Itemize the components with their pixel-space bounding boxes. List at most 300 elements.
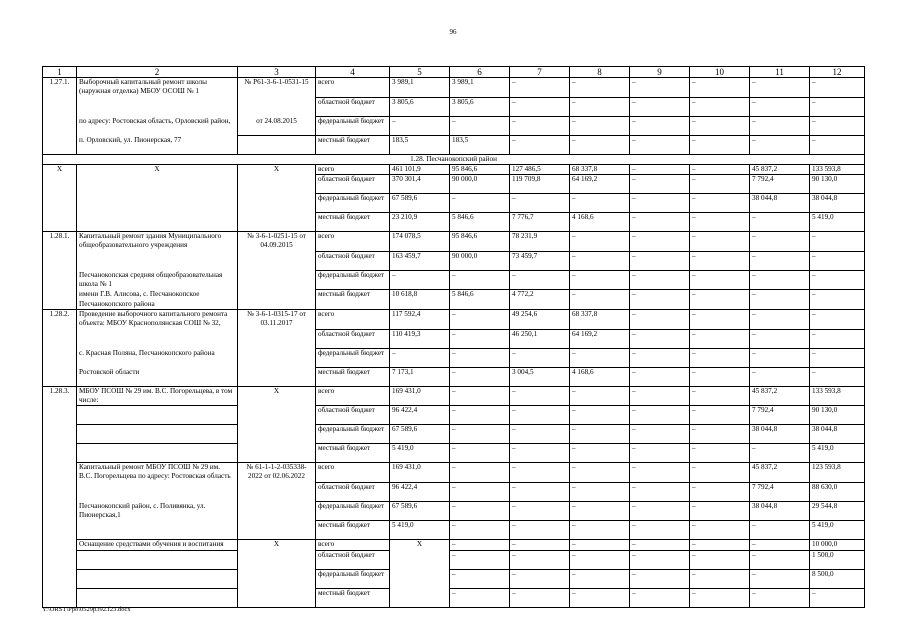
cell-col-12: 29 544,8 — [810, 501, 865, 521]
cell-col-11: – — [750, 232, 810, 252]
cell-col-6: 95 846,6 — [450, 232, 510, 252]
cell-col-1: Х — [43, 164, 77, 231]
cell-col-12: – — [810, 116, 865, 135]
cell-col-12: – — [810, 78, 865, 98]
cell-col-9: – — [630, 550, 690, 569]
cell-col-12: – — [810, 135, 865, 154]
cell-col-2: по адресу: Ростовская область, Орловский район, — [77, 116, 238, 135]
cell-col-11: – — [750, 78, 810, 98]
cell-col-7: 119 709,8 — [510, 175, 570, 194]
header-cell: 8 — [570, 67, 630, 78]
cell-col-8: – — [570, 540, 630, 550]
cell-col-11: – — [750, 213, 810, 232]
cell-col-12: 133 593,8 — [810, 164, 865, 174]
cell-col-12: 5 419,0 — [810, 521, 865, 540]
cell-col-10: – — [690, 97, 750, 116]
cell-col-10: – — [690, 501, 750, 521]
cell-col-12: – — [810, 251, 865, 270]
cell-col-5: 7 173,1 — [390, 367, 450, 386]
cell-col-5: 3 989,1 — [390, 78, 450, 98]
cell-col-8: – — [570, 588, 630, 607]
cell-col-5: 3 805,6 — [390, 97, 450, 116]
cell-col-7: – — [510, 386, 570, 406]
header-cell: 6 — [450, 67, 510, 78]
cell-col-6: – — [450, 194, 510, 213]
table-row — [43, 251, 865, 270]
cell-col-12: 38 044,8 — [810, 425, 865, 444]
cell-col-9: – — [630, 164, 690, 174]
cell-col-4: областной бюджет — [316, 251, 390, 270]
cell-col-11: – — [750, 444, 810, 463]
cell-col-7: – — [510, 97, 570, 116]
cell-col-10: – — [690, 194, 750, 213]
cell-col-5: 163 459,7 — [390, 251, 450, 270]
cell-col-3: № 3-6-1-0251-15 от 04.09.2015 — [238, 232, 316, 310]
cell-col-8: – — [570, 406, 630, 425]
cell-col-9: – — [630, 444, 690, 463]
cell-col-2: п. Орловский, ул. Пионерская, 77 — [77, 135, 238, 154]
cell-col-4: областной бюджет — [316, 406, 390, 425]
cell-col-4: местный бюджет — [316, 521, 390, 540]
cell-col-10: – — [690, 406, 750, 425]
cell-col-5: Х — [390, 540, 450, 607]
header-cell: 12 — [810, 67, 865, 78]
cell-col-8: – — [570, 232, 630, 252]
cell-col-6: 90 000,0 — [450, 251, 510, 270]
cell-col-9: – — [630, 116, 690, 135]
cell-col-2 — [77, 97, 238, 116]
cell-col-10: – — [690, 232, 750, 252]
cell-col-10: – — [690, 251, 750, 270]
cell-col-2 — [77, 569, 238, 588]
cell-col-6: – — [450, 521, 510, 540]
cell-col-9: – — [630, 251, 690, 270]
table-row — [43, 444, 865, 463]
cell-col-9: – — [630, 270, 690, 290]
cell-col-9: – — [630, 97, 690, 116]
cell-col-6: – — [450, 425, 510, 444]
section-row — [43, 154, 865, 164]
cell-col-6: 95 846,6 — [450, 164, 510, 174]
cell-col-7: – — [510, 348, 570, 367]
header-cell: 4 — [316, 67, 390, 78]
cell-col-5: 67 589,6 — [390, 501, 450, 521]
cell-col-8: – — [570, 251, 630, 270]
cell-col-3: № 3-6-1-0315-17 от 03.11.2017 — [238, 309, 316, 386]
cell-col-5: 169 431,0 — [390, 386, 450, 406]
table-row — [43, 164, 865, 174]
cell-col-11: 7 792,4 — [750, 482, 810, 501]
cell-col-7: – — [510, 588, 570, 607]
cell-col-10: – — [690, 588, 750, 607]
cell-col-2 — [77, 251, 238, 270]
cell-col-4: местный бюджет — [316, 213, 390, 232]
cell-col-2: Оснащение средствами обучения и воспитания — [77, 540, 238, 550]
cell-col-6: 90 000,0 — [450, 175, 510, 194]
cell-col-7: 3 004,5 — [510, 367, 570, 386]
cell-col-8: 4 168,6 — [570, 213, 630, 232]
table-row — [43, 588, 865, 607]
cell-col-12: 88 630,0 — [810, 482, 865, 501]
cell-col-7: – — [510, 135, 570, 154]
cell-col-10: – — [690, 135, 750, 154]
cell-col-9: – — [630, 329, 690, 348]
cell-col-12: – — [810, 329, 865, 348]
cell-col-9: – — [630, 540, 690, 550]
cell-col-6: 5 846,6 — [450, 213, 510, 232]
header-cell: 10 — [690, 67, 750, 78]
cell-col-5: 174 078,5 — [390, 232, 450, 252]
cell-col-7: – — [510, 501, 570, 521]
cell-col-8: – — [570, 290, 630, 310]
cell-col-4: местный бюджет — [316, 135, 390, 154]
cell-col-1: 1.28.1. — [43, 232, 77, 310]
cell-col-12: 90 130,0 — [810, 406, 865, 425]
cell-col-2: Капитальный ремонт МБОУ ПСОШ № 29 им. В.С. Погорельцева по адресу: Ростовская область — [77, 463, 238, 483]
cell-col-11: – — [750, 348, 810, 367]
cell-col-9: – — [630, 501, 690, 521]
cell-col-10: – — [690, 329, 750, 348]
cell-col-5: 110 419,3 — [390, 329, 450, 348]
cell-col-7: – — [510, 406, 570, 425]
table-row — [43, 290, 865, 310]
cell-col-11: – — [750, 309, 810, 329]
cell-col-10: – — [690, 116, 750, 135]
cell-col-4: областной бюджет — [316, 97, 390, 116]
cell-col-9: – — [630, 406, 690, 425]
cell-col-11: – — [750, 569, 810, 588]
cell-col-11: 38 044,8 — [750, 194, 810, 213]
cell-col-4: областной бюджет — [316, 550, 390, 569]
cell-col-10: – — [690, 386, 750, 406]
cell-col-8: – — [570, 569, 630, 588]
cell-col-6: – — [450, 501, 510, 521]
cell-col-11: – — [750, 270, 810, 290]
table-row — [43, 540, 865, 550]
header-cell: 9 — [630, 67, 690, 78]
cell-col-10: – — [690, 78, 750, 98]
cell-col-11: – — [750, 135, 810, 154]
cell-col-5: 461 101,9 — [390, 164, 450, 174]
cell-col-11: – — [750, 251, 810, 270]
cell-col-2 — [77, 406, 238, 425]
cell-col-8: – — [570, 78, 630, 98]
cell-col-5: 183,5 — [390, 135, 450, 154]
cell-col-8: 68 337,8 — [570, 164, 630, 174]
cell-col-6: – — [450, 329, 510, 348]
cell-col-5: 10 618,8 — [390, 290, 450, 310]
cell-col-4: всего — [316, 463, 390, 483]
cell-col-4: местный бюджет — [316, 444, 390, 463]
cell-col-9: – — [630, 482, 690, 501]
cell-col-5: 117 592,4 — [390, 309, 450, 329]
table-row — [43, 463, 865, 483]
cell-col-10: – — [690, 569, 750, 588]
cell-col-5: 370 301,4 — [390, 175, 450, 194]
table-body — [43, 67, 865, 608]
cell-col-4: областной бюджет — [316, 175, 390, 194]
cell-col-9: – — [630, 348, 690, 367]
cell-col-6: – — [450, 406, 510, 425]
cell-col-11: 38 044,8 — [750, 501, 810, 521]
cell-col-7: – — [510, 194, 570, 213]
table-row — [43, 309, 865, 329]
cell-col-10: – — [690, 550, 750, 569]
cell-col-7: – — [510, 116, 570, 135]
cell-col-6: – — [450, 348, 510, 367]
cell-col-5: – — [390, 348, 450, 367]
cell-col-4: местный бюджет — [316, 290, 390, 310]
cell-col-6: – — [450, 367, 510, 386]
cell-col-8: – — [570, 386, 630, 406]
cell-col-12: 123 593,8 — [810, 463, 865, 483]
cell-col-10: – — [690, 164, 750, 174]
cell-col-3: Х — [238, 386, 316, 463]
header-cell: 3 — [238, 67, 316, 78]
cell-col-11: 45 837,2 — [750, 463, 810, 483]
cell-col-2: Проведение выборочного капитального ремонта объекта: МБОУ Краснополянская СОШ № 32, — [77, 309, 238, 329]
cell-col-12: 90 130,0 — [810, 175, 865, 194]
cell-col-3: № 61-1-1-2-035338-2022 от 02.06.2022 — [238, 463, 316, 540]
cell-col-10: – — [690, 482, 750, 501]
cell-col-8: – — [570, 97, 630, 116]
cell-col-6: – — [450, 463, 510, 483]
cell-col-4: всего — [316, 164, 390, 174]
cell-col-7: 4 772,2 — [510, 290, 570, 310]
cell-col-7: – — [510, 569, 570, 588]
cell-col-9: – — [630, 232, 690, 252]
table-row — [43, 367, 865, 386]
cell-col-4: местный бюджет — [316, 367, 390, 386]
table-row — [43, 501, 865, 521]
cell-col-10: – — [690, 425, 750, 444]
cell-col-11: – — [750, 550, 810, 569]
cell-col-2: Песчанокопский район, с. Поливянка, ул. Пионерская,1 — [77, 501, 238, 521]
cell-col-12: 10 000,0 — [810, 540, 865, 550]
cell-col-6: – — [450, 386, 510, 406]
cell-col-9: – — [630, 135, 690, 154]
cell-col-9: – — [630, 309, 690, 329]
cell-col-3: Х — [238, 164, 316, 231]
table-row — [43, 270, 865, 290]
cell-col-7: – — [510, 270, 570, 290]
cell-col-7: – — [510, 482, 570, 501]
cell-col-7: 46 250,1 — [510, 329, 570, 348]
header-cell: 11 — [750, 67, 810, 78]
cell-col-12: 1 500,0 — [810, 550, 865, 569]
cell-col-8: – — [570, 550, 630, 569]
table-row — [43, 78, 865, 98]
cell-col-11: – — [750, 588, 810, 607]
cell-col-4: всего — [316, 309, 390, 329]
table-row — [43, 569, 865, 588]
cell-col-4: федеральный бюджет — [316, 116, 390, 135]
cell-col-3: № Р61-3-6-1-0531-15 — [238, 78, 316, 98]
cell-col-9: – — [630, 175, 690, 194]
cell-col-12: – — [810, 367, 865, 386]
cell-col-5: – — [390, 116, 450, 135]
cell-col-4: федеральный бюджет — [316, 348, 390, 367]
cell-col-8: – — [570, 194, 630, 213]
cell-col-5: 96 422,4 — [390, 406, 450, 425]
cell-col-5: 67 589,6 — [390, 425, 450, 444]
cell-col-11: – — [750, 521, 810, 540]
cell-col-2 — [77, 329, 238, 348]
cell-col-11: – — [750, 290, 810, 310]
cell-col-7: – — [510, 463, 570, 483]
cell-col-12: – — [810, 97, 865, 116]
cell-col-7: 49 254,6 — [510, 309, 570, 329]
cell-col-10: – — [690, 290, 750, 310]
cell-col-12: 133 593,8 — [810, 386, 865, 406]
table-row — [43, 135, 865, 154]
cell-col-11: 38 044,8 — [750, 425, 810, 444]
cell-col-12: – — [810, 232, 865, 252]
cell-col-8: 4 168,6 — [570, 367, 630, 386]
cell-col-9: – — [630, 194, 690, 213]
cell-col-3: от 24.08.2015 — [238, 116, 316, 135]
cell-col-4: областной бюджет — [316, 329, 390, 348]
cell-col-9: – — [630, 521, 690, 540]
cell-col-1: 1.28.2. — [43, 309, 77, 386]
cell-col-8: 64 169,2 — [570, 329, 630, 348]
cell-col-2 — [77, 425, 238, 444]
budget-table — [42, 66, 865, 608]
cell-col-5: 5 419,0 — [390, 521, 450, 540]
cell-col-12: – — [810, 309, 865, 329]
cell-col-7: 127 486,5 — [510, 164, 570, 174]
cell-col-10: – — [690, 309, 750, 329]
cell-col-4: федеральный бюджет — [316, 425, 390, 444]
cell-col-11: 7 792,4 — [750, 175, 810, 194]
cell-col-2: с. Красная Поляна, Песчанокопского района — [77, 348, 238, 367]
cell-col-9: – — [630, 78, 690, 98]
cell-col-6: 3 989,1 — [450, 78, 510, 98]
cell-col-5: 5 419,0 — [390, 444, 450, 463]
cell-col-2: Ростовской области — [77, 367, 238, 386]
cell-col-10: – — [690, 175, 750, 194]
cell-col-10: – — [690, 444, 750, 463]
cell-col-5: 23 210,9 — [390, 213, 450, 232]
cell-col-2: Песчанокопская средняя общеобразовательная школа № 1 — [77, 270, 238, 290]
cell-col-2: Капитальный ремонт здания Муниципального общеобразовательного учреждения — [77, 232, 238, 252]
cell-col-10: – — [690, 270, 750, 290]
cell-col-5: – — [390, 270, 450, 290]
cell-col-12: 5 419,0 — [810, 213, 865, 232]
cell-col-8: – — [570, 444, 630, 463]
cell-col-7: – — [510, 540, 570, 550]
cell-col-10: – — [690, 521, 750, 540]
cell-col-6: – — [450, 270, 510, 290]
cell-col-2 — [77, 482, 238, 501]
table-row — [43, 232, 865, 252]
cell-col-11: – — [750, 329, 810, 348]
cell-col-5: 96 422,4 — [390, 482, 450, 501]
cell-col-4: федеральный бюджет — [316, 270, 390, 290]
cell-col-6: 3 805,6 — [450, 97, 510, 116]
cell-col-8: – — [570, 463, 630, 483]
cell-col-9: – — [630, 367, 690, 386]
cell-col-6: – — [450, 309, 510, 329]
table-row — [43, 482, 865, 501]
cell-col-4: федеральный бюджет — [316, 569, 390, 588]
cell-col-12: – — [810, 290, 865, 310]
cell-col-1: 1.28.3. — [43, 386, 77, 607]
cell-col-10: – — [690, 367, 750, 386]
cell-col-8: – — [570, 270, 630, 290]
cell-col-8: – — [570, 521, 630, 540]
cell-col-9: – — [630, 588, 690, 607]
cell-col-8: 64 169,2 — [570, 175, 630, 194]
table-row — [43, 116, 865, 135]
cell-col-2 — [77, 588, 238, 607]
cell-col-11: 7 792,4 — [750, 406, 810, 425]
cell-col-9: – — [630, 463, 690, 483]
cell-col-7: – — [510, 78, 570, 98]
cell-col-10: – — [690, 213, 750, 232]
cell-col-4: всего — [316, 78, 390, 98]
cell-col-4: всего — [316, 232, 390, 252]
header-cell: 1 — [43, 67, 77, 78]
cell-col-4: всего — [316, 386, 390, 406]
cell-col-12: 5 419,0 — [810, 444, 865, 463]
cell-col-2: МБОУ ПСОШ № 29 им. В.С. Погорельцева, в том числе: — [77, 386, 238, 406]
cell-col-2 — [77, 444, 238, 463]
cell-col-2 — [77, 521, 238, 540]
cell-col-4: всего — [316, 540, 390, 550]
cell-col-11: – — [750, 97, 810, 116]
cell-col-2 — [77, 550, 238, 569]
cell-col-11: – — [750, 116, 810, 135]
cell-col-4: местный бюджет — [316, 588, 390, 607]
cell-col-6: – — [450, 482, 510, 501]
cell-col-5: 67 589,6 — [390, 194, 450, 213]
table-row — [43, 521, 865, 540]
cell-col-8: – — [570, 501, 630, 521]
cell-col-11: – — [750, 540, 810, 550]
cell-col-2: имени Г.В. Алисова, с. Песчанокопское Песчанокопского района — [77, 290, 238, 310]
cell-col-8: – — [570, 348, 630, 367]
cell-col-12: 38 044,8 — [810, 194, 865, 213]
table-row — [43, 97, 865, 116]
cell-col-12: – — [810, 588, 865, 607]
cell-col-6: – — [450, 569, 510, 588]
cell-col-11: 45 837,2 — [750, 386, 810, 406]
cell-col-1: 1.27.1. — [43, 78, 77, 155]
cell-col-6: – — [450, 444, 510, 463]
cell-col-5: 169 431,0 — [390, 463, 450, 483]
section-title: 1.28. Песчанокопский район — [43, 154, 865, 164]
table-row — [43, 386, 865, 406]
table-row — [43, 550, 865, 569]
header-cell: 5 — [390, 67, 450, 78]
table-row — [43, 425, 865, 444]
cell-col-7: – — [510, 550, 570, 569]
cell-col-4: федеральный бюджет — [316, 501, 390, 521]
cell-col-8: – — [570, 425, 630, 444]
cell-col-6: – — [450, 540, 510, 550]
cell-col-7: 73 459,7 — [510, 251, 570, 270]
cell-col-12: – — [810, 270, 865, 290]
header-cell: 2 — [77, 67, 238, 78]
cell-col-2: Х — [77, 164, 238, 231]
cell-col-9: – — [630, 213, 690, 232]
page-number: 96 — [449, 28, 457, 36]
cell-col-3 — [238, 97, 316, 116]
cell-col-2: Выборочный капитальный ремонт школы (наружная отделка) МБОУ ОСОШ № 1 — [77, 78, 238, 98]
cell-col-10: – — [690, 540, 750, 550]
cell-col-8: – — [570, 135, 630, 154]
